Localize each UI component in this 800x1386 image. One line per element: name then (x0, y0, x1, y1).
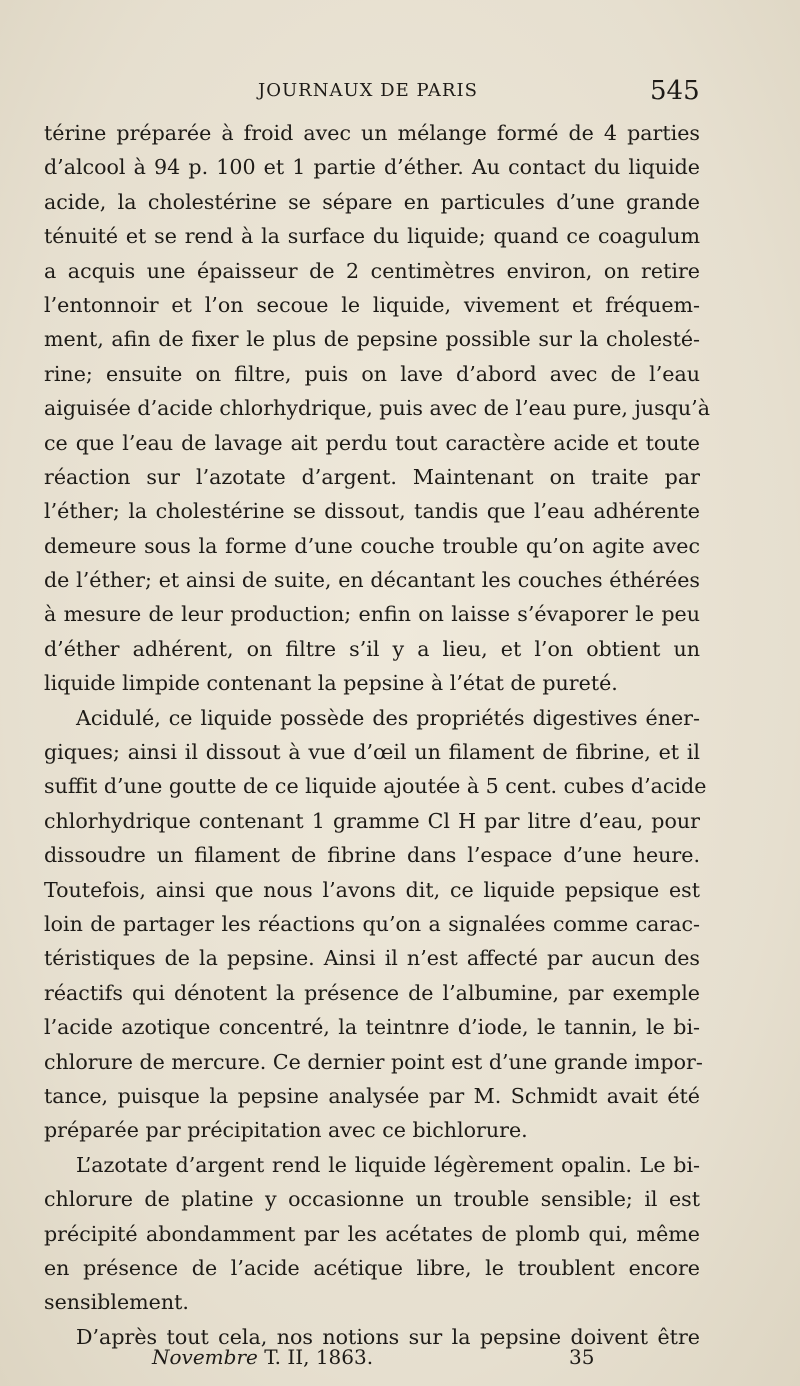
signature-volume: T. II, 1863. (264, 1345, 374, 1369)
text-line: l’acide azotique concentré, la teintnre d’iode, le tannin, le bi- (44, 1015, 700, 1040)
text-line: loin de partager les réactions qu’on a signalées comme carac- (44, 911, 700, 936)
text-line: suffit d’une goutte de ce liquide ajoutée à 5 cent. cubes d’acide (44, 774, 707, 799)
text-line: ment, afin de fixer le plus de pepsine possible sur la cholesté- (44, 327, 700, 352)
text-line: ce que l’eau de lavage ait perdu tout caractère acide et toute (44, 430, 700, 455)
text-line: chlorure de mercure. Ce dernier point est d’une grande impor- (44, 1049, 703, 1074)
text-line: Acidulé, ce liquide possède des propriétés digestives éner- (76, 705, 700, 730)
text-line: chlorure de platine y occasionne un trouble sensible; il est (44, 1187, 700, 1212)
running-title: JOURNAUX DE PARIS (258, 80, 478, 101)
text-line: l’éther; la cholestérine se dissout, tandis que l’eau adhérente (44, 499, 700, 524)
text-line: de l’éther; et ainsi de suite, en décantant les couches éthérées (44, 568, 700, 593)
body-text (44, 116, 710, 1354)
sheet-number: 35 (569, 1345, 595, 1369)
signature-month: Novembre (152, 1345, 258, 1369)
text-line: réaction sur l’azotate d’argent. Maintenant on traite par (44, 464, 700, 489)
text-line: chlorhydrique contenant 1 gramme Cl H par litre d’eau, pour (44, 808, 700, 833)
text-line: en présence de l’acide acétique libre, le troublent encore (44, 1255, 700, 1280)
text-line: sensiblement. (44, 1290, 189, 1315)
text-line: préparée par précipitation avec ce bichlorure. (44, 1118, 528, 1143)
text-line: tance, puisque la pepsine analysée par M. Schmidt avait été (44, 1083, 700, 1108)
text-line: téristiques de la pepsine. Ainsi il n’est affecté par aucun des (44, 946, 700, 971)
text-line: D’après tout cela, nos notions sur la pepsine doivent être (76, 1324, 700, 1349)
printer-signature (152, 1345, 373, 1369)
text-line: demeure sous la forme d’une couche trouble qu’on agite avec (44, 533, 700, 558)
text-line: Toutefois, ainsi que nous l’avons dit, ce liquide pepsique est (44, 877, 700, 902)
text-line: dissoudre un filament de fibrine dans l’espace d’une heure. (44, 843, 700, 868)
text-line: a acquis une épaisseur de 2 centimètres environ, on retire (44, 258, 700, 283)
page-number: 545 (650, 76, 700, 106)
text-line: d’alcool à 94 p. 100 et 1 partie d’éther. Au contact du liquide (44, 155, 700, 180)
text-line: l’entonnoir et l’on secoue le liquide, vivement et fréquem- (44, 292, 700, 317)
text-line: térine préparée à froid avec un mélange formé de 4 parties (44, 121, 700, 145)
text-line: réactifs qui dénotent la présence de l’albumine, par exemple (44, 980, 700, 1005)
text-line: précipité abondamment par les acétates de plomb qui, même (44, 1221, 700, 1246)
text-line: acide, la cholestérine se sépare en particules d’une grande (44, 189, 700, 214)
text-line: rine; ensuite on filtre, puis on lave d’abord avec de l’eau (44, 361, 700, 386)
page-header (0, 76, 800, 112)
text-line: à mesure de leur production; enfin on laisse s’évaporer le peu (44, 602, 700, 627)
text-line: aiguisée d’acide chlorhydrique, puis avec de l’eau pure, jusqu’à (44, 396, 710, 421)
text-line: giques; ainsi il dissout à vue d’œil un filament de fibrine, et il (44, 740, 700, 765)
text-line: d’éther adhérent, on filtre s’il y a lieu, et l’on obtient un (44, 636, 700, 661)
text-line: ténuité et se rend à la surface du liquide; quand ce coagulum (44, 224, 700, 249)
text-line: liquide limpide contenant la pepsine à l’état de pureté. (44, 671, 618, 696)
text-line: L’azotate d’argent rend le liquide légèrement opalin. Le bi- (76, 1152, 700, 1177)
